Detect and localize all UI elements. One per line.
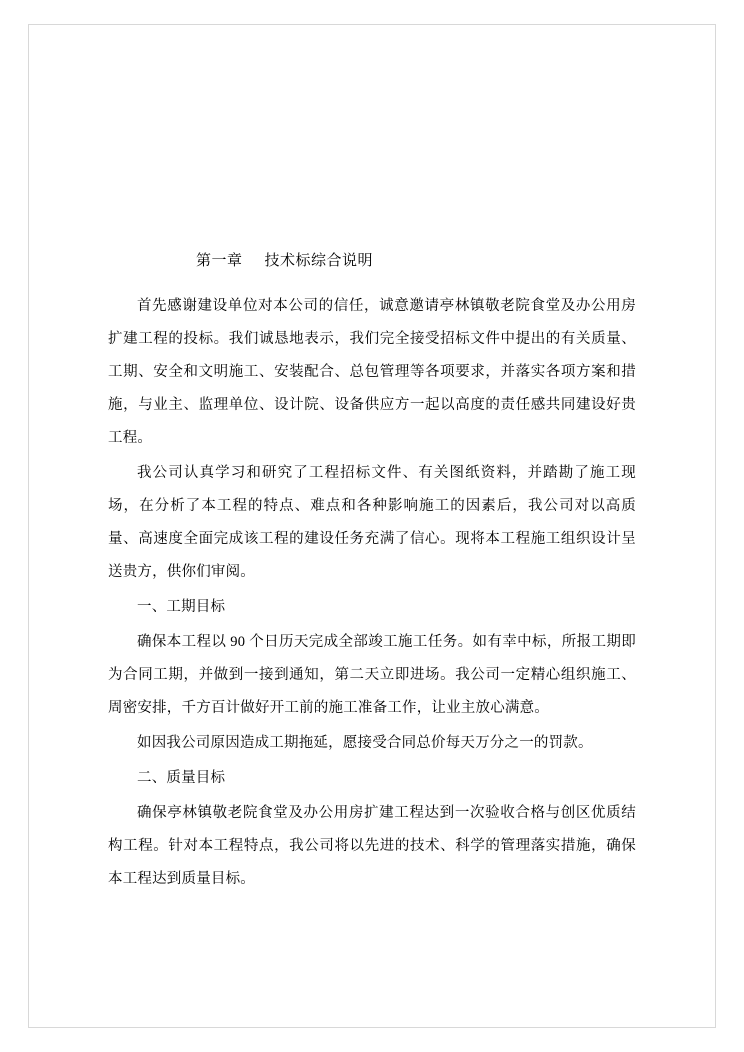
section-heading: 一、工期目标 bbox=[137, 599, 226, 615]
paragraph: 确保亭林镇敬老院食堂及办公用房扩建工程达到一次验收合格与创区优质结构工程。针对本工程特点，我公司将以先进的技术、科学的管理落实措施，确保本工程达到质量目标。 bbox=[108, 805, 636, 887]
chapter-number: 第一章 bbox=[196, 253, 243, 269]
document-body bbox=[108, 246, 636, 898]
section-heading: 二、质量目标 bbox=[137, 770, 226, 786]
paragraph: 首先感谢建设单位对本公司的信任，诚意邀请亭林镇敬老院食堂及办公用房扩建工程的投标。我们诚恳地表示，我们完全接受招标文件中提出的有关质量、工期、安全和文明施工、安装配合、总包管理等各项要求，并落实各项方案和措施，与业主、监理单位、设计院、设备供应方一起以高度的责任感共同建设好贵工程。 bbox=[108, 298, 636, 446]
chapter-title: 技术标综合说明 bbox=[264, 253, 374, 269]
page-title bbox=[108, 246, 636, 276]
paragraph: 我公司认真学习和研究了工程招标文件、有关图纸资料，并踏勘了施工现场，在分析了本工程的特点、难点和各种影响施工的因素后，我公司对以高质量、高速度全面完成该工程的建设任务充满了信心。现将本工程施工组织设计呈送贵方，供你们审阅。 bbox=[108, 465, 636, 580]
paragraph: 如因我公司原因造成工期拖延，愿接受合同总价每天万分之一的罚款。 bbox=[137, 735, 593, 751]
paragraph: 确保本工程以 90 个日历天完成全部竣工施工任务。如有幸中标，所报工期即为合同工期，并做到一接到通知，第二天立即进场。我公司一定精心组织施工、周密安排，千方百计做好开工前的施工准备工作，让业主放心满意。 bbox=[108, 634, 636, 716]
